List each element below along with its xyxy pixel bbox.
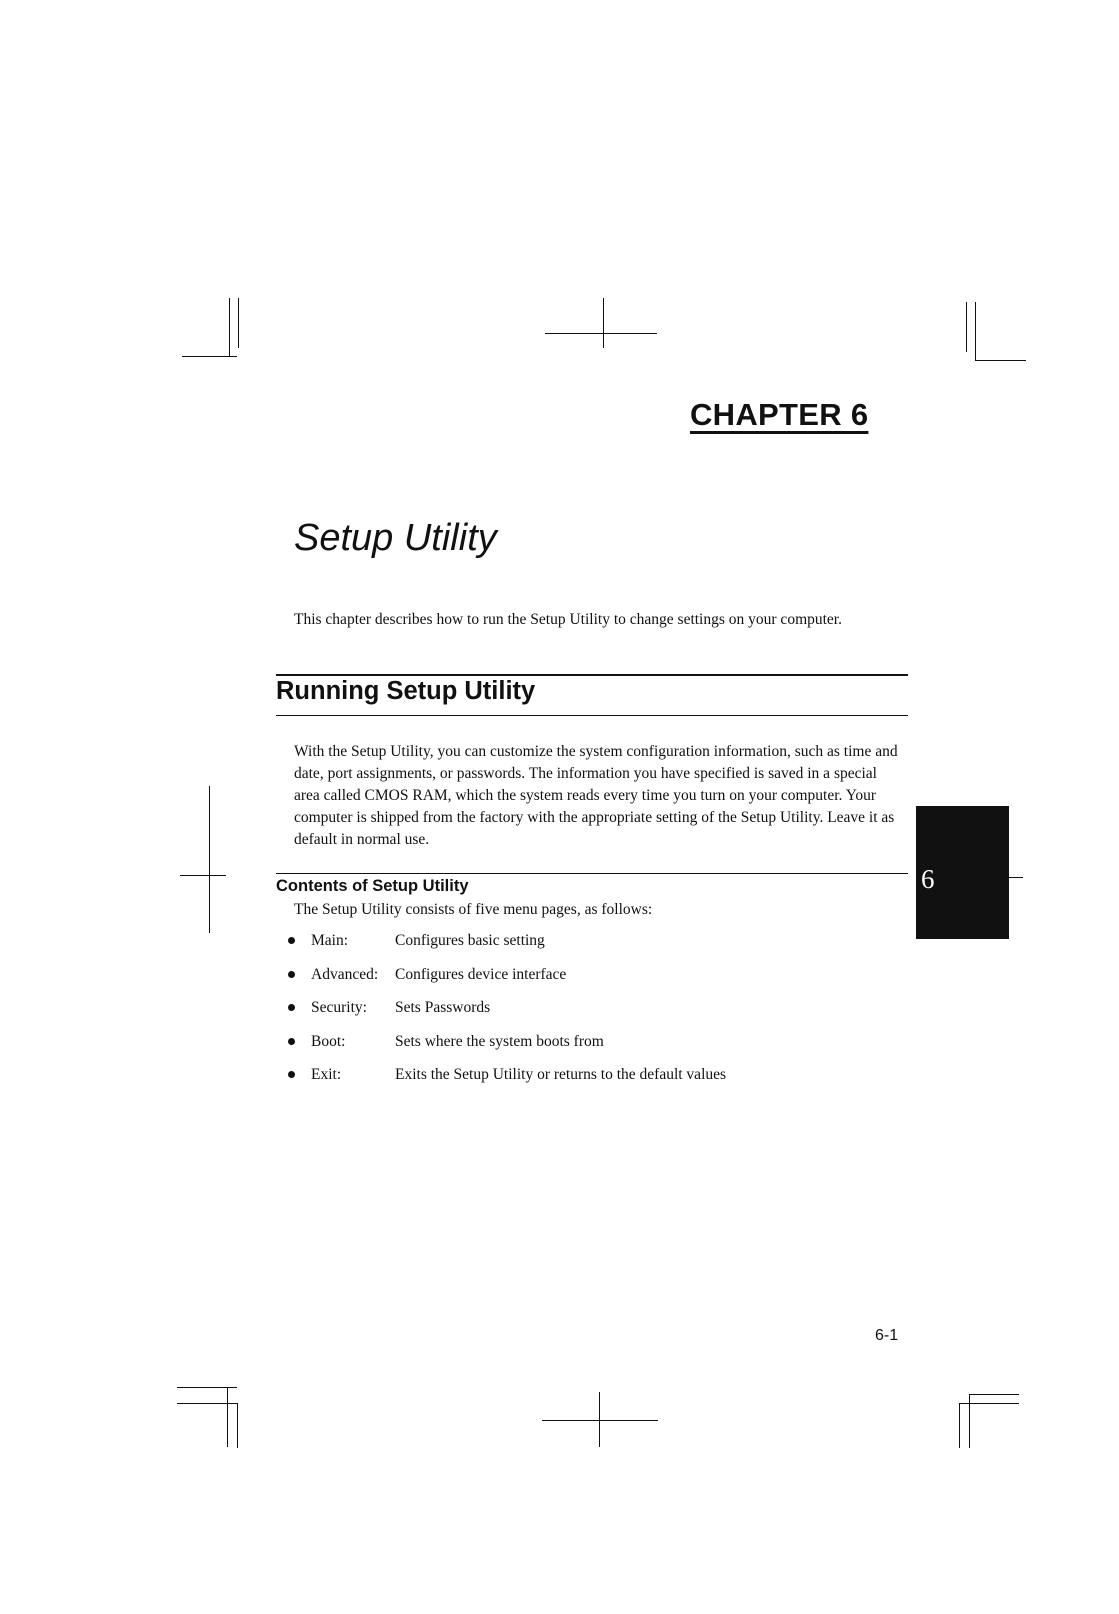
subsection-rule [276,873,908,874]
page-title: Setup Utility [294,517,497,559]
item-desc: Sets Passwords [395,999,491,1016]
bullet-icon [288,937,295,944]
bullet-icon [288,971,295,978]
bullet-icon [288,1038,295,1045]
item-desc: Configures basic setting [395,932,545,949]
list-item [288,1031,726,1065]
list-item [288,1064,726,1098]
item-desc: Sets where the system boots from [395,1032,604,1050]
item-name: Security: [311,999,367,1016]
subsection-lead: The Setup Utility consists of five menu pages, as follows: [294,901,653,918]
section-rule-bottom [276,715,908,716]
section-heading: Running Setup Utility [276,677,536,705]
item-desc: Exits the Setup Utility or returns to the default values [395,1066,727,1083]
chapter-tab [916,806,1009,939]
chapter-tab-number: 6 [921,864,935,894]
item-name: Main: [311,932,349,949]
subsection-heading: Contents of Setup Utility [276,877,469,895]
item-desc: Configures device interface [395,965,567,983]
bullet-icon [288,1004,295,1011]
intro-text: This chapter describes how to run the Setup Utility to change settings on your computer. [294,611,842,628]
list-item [288,964,726,998]
page-number: 6-1 [875,1327,899,1344]
section-paragraph: With the Setup Utility, you can customize the system configuration information, such as time and date, port assignments, or passwords. The information you have specified is saved in a special area called CMOS RAM, which the system reads every time you turn on your computer. Your computer is shipped from the factory with the appropriate setting of the Setup Utility. Leave it as default in normal use. [294,743,898,848]
item-name: Exit: [311,1066,342,1083]
menu-page-list [288,930,726,1098]
list-item [288,930,726,964]
item-name: Advanced: [311,965,379,983]
bullet-icon [288,1071,295,1078]
list-item [288,997,726,1031]
section-rule-top [276,674,908,676]
chapter-label: CHAPTER 6 [690,397,869,432]
item-name: Boot: [311,1032,346,1050]
